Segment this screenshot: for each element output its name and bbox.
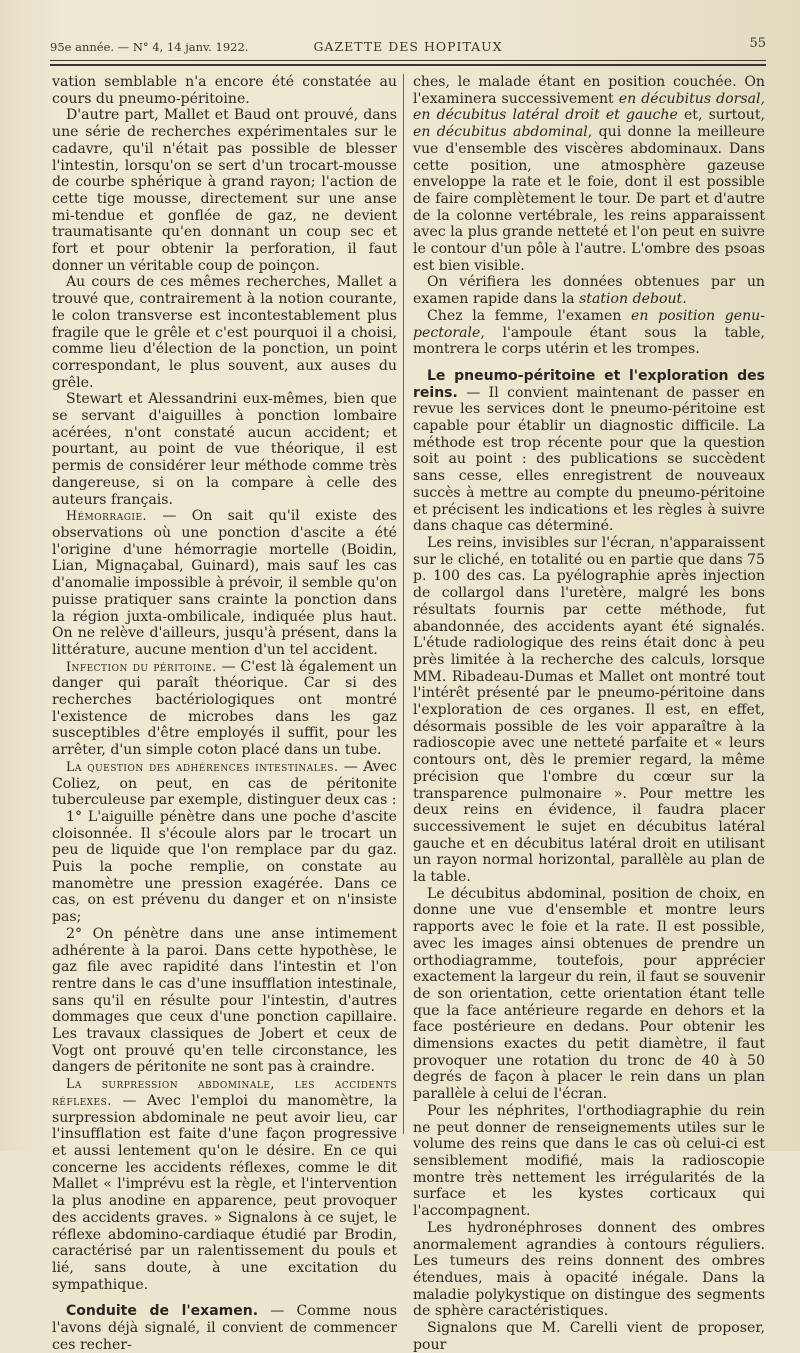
paragraph-text: — On sait qu'il existe des observations où une ponction d'ascite a été l'origine d'une hémorragie mortelle (Boidin, Lian, Mignaçabal, Guinard), mais sauf les cas d'anomalie impossible à prévoir, il semble qu'on puisse pratiquer sans crainte la ponction dans la région juxta-ombilicale, indiquée plus haut. On ne relève d'ailleurs, jusqu'à présent, dans la littérature, aucune mention d'un tel accident. — [52, 508, 397, 658]
paragraph-pneumo-reins — [413, 368, 765, 535]
paragraph-adherences — [52, 759, 397, 809]
text: et, surtout, — [677, 107, 765, 124]
paragraph-conduite — [52, 1303, 397, 1353]
section-heading: La surpression abdominale, les accidents réflexes. — [52, 1076, 397, 1108]
text: , l'ampoule étant sous la table, montrera le corps utérin et les trompes. — [413, 324, 765, 358]
paragraph: Le décubitus abdominal, position de choix, en donne une vue d'ensemble et montre leurs rapports avec le foie et la rate. Il est possible, avec les images ainsi obtenues de prendre un orthodiagramme, toutefois, pour apprécier exactement la largeur du rein, il faut se souvenir de son orientation, cette orientation étant telle que la face antérieure regarde en dehors et la face postérieure en dedans. Pour obtenir les dimensions exactes du petit diamètre, il faut provoquer une rotation du tronc de 40 à 50 degrés de façon à placer le rein dans un plan parallèle à celui de l'écran. — [413, 885, 765, 1103]
paragraph: D'autre part, Mallet et Baud ont prouvé, dans une série de recherches expérimentales sur le cadavre, qu'il n'était pas possible de blesser l'intestin, lorsqu'on se sert d'un trocart-mousse de courbe sphérique à grand rayon; l'action de cette tige mousse, directement sur une anse mi-tendue et gonflée de gaz, ne devient traumatisante qu'en donnant un coup sec et fort et pour obtenir la perforation, il faut donner un véritable coup de poinçon. — [52, 107, 397, 274]
section-heading: Hémorragie. — [66, 508, 148, 524]
paragraph-case-2: 2° On pénètre dans une anse intimement adhérente à la paroi. Dans cette hypothèse, le gaz file avec rapidité dans l'intestin et l'on rentre dans le cas d'une insufflation intestinale, sans qu'il en résulte pour l'intestin, d'autres dommages que ceux d'une ponction capillaire. Les travaux classiques de Jobert et ceux de Vogt ont prouvé qu'en telle circonstance, les dangers de péritonite ne sont pas à craindre. — [52, 925, 397, 1076]
paragraph: Stewart et Alessandrini eux-mêmes, bien que se servant d'aiguilles à ponction lombaire acérées, n'ont constaté aucun accident; et pourtant, au point de vue théorique, il est permis de considérer leur méthode comme très dangereuse, si on la compare à celle des auteurs français. — [52, 391, 397, 508]
text: Chez la femme, l'examen — [427, 307, 632, 324]
page-header — [50, 36, 766, 56]
section-heading: Infection du péritoine. — [66, 658, 217, 674]
text: , qui donne la meilleure vue d'ensemble des viscères abdominaux. Dans cette position, une atmosphère gazeuse enveloppe la rate et le foie, dont il est possible de faire complètement le tour. De part et d'autre de la colonne vertébrale, les reins apparaissent avec la plus grande netteté et l'on peut en suivre le contour d'un pôle à l'autre. L'ombre des psoas est bien visible. — [413, 124, 765, 274]
paragraph-text: — Il convient maintenant de passer en revue les services dont le pneumo-péritoine est capable pour établir un diagnostic difficile. La méthode est trop récente pour que la question soit au point : des publications se succèdent sans cesse, elles enregistrent de nouveaux succès à mettre au compte du pneumo-péritoine et précisent les indications et les règles à suivre dans chaque cas déterminé. — [413, 384, 765, 535]
section-heading: Le pneumo-péritoine et l'exploration des reins. — [413, 367, 765, 401]
text: ches, le malade étant en position couchée. On l'examinera successivement — [413, 74, 765, 107]
italic-text: station debout. — [579, 291, 687, 308]
italic-text: en décubitus abdominal — [413, 124, 588, 141]
section-heading: Conduite de l'examen. — [66, 1303, 259, 1320]
header-rule — [50, 60, 766, 61]
paragraph: Les reins, invisibles sur l'écran, n'apparaissent sur le cliché, en totalité ou en partie que dans 75 p. 100 des cas. La pyélographie après injection de collargol dans l'uretère, malgré les bons résultats fournis par cette méthode, fut abandonnée, des accidents ayant été signalés. L'étude radiologique des reins était donc à peu près limitée à la recherche des calculs, lorsque MM. Ribadeau-Dumas et Mallet ont montré tout l'intérêt présenté par le pneumo-péritoine dans l'exploration de ces organes. Il est, en effet, désormais possible de les voir apparaître à la radioscopie avec une netteté parfaite et « leurs contours ont, dès le premier regard, la même précision que l'ombre du cœur sur la transparence pulmonaire ». Pour mettre les deux reins en évidence, il faudra placer successivement le sujet en décubitus latéral gauche et en décubitus latéral droit en utilisant un rayon normal horizontal, parallèle au plan de la table. — [413, 534, 765, 886]
italic-text: en décubitus dorsal, en décubitus latéral droit et gauche — [413, 90, 765, 124]
paragraph: Les hydronéphroses donnent des ombres anormalement agrandies à contours réguliers. Les tumeurs des reins donnent des ombres étendues, mais à opacité inégale. Dans la maladie polykystique on distingue des segments de sphère caractéristiques. — [413, 1219, 765, 1320]
column-divider — [403, 74, 404, 1134]
paragraph-case-1: 1° L'aiguille pénètre dans une poche d'ascite cloisonnée. Il s'écoule alors par le trocart un peu de liquide que l'on remplace par du gaz. Puis la poche remplie, on constate au manomètre une pression exagérée. Dans ce cas, on est prévenu du danger et on n'insiste pas; — [52, 808, 397, 926]
text: On vérifiera les données obtenues par un examen rapide dans la — [413, 274, 765, 308]
header-rule-thick — [50, 64, 766, 66]
page-number: 55 — [749, 36, 766, 51]
paragraph: Signalons que M. Carelli vient de proposer, pour — [413, 1320, 765, 1353]
paragraph-hemorragie — [52, 508, 397, 658]
section-heading: La question des adhérences intestinales. — [66, 758, 339, 774]
paragraph-surpression — [52, 1076, 397, 1293]
paragraph: vation semblable n'a encore été constatée au cours du pneumo-péritoine. — [52, 74, 397, 107]
italic-text: en position genu-pectorale — [413, 307, 765, 341]
paragraph-text: — Comme nous l'avons déjà signalé, il convient de commencer ces recher- — [52, 1303, 397, 1353]
issue-info: 95e année. — N° 4, 14 janv. 1922. — [50, 40, 249, 54]
paragraph-infection — [52, 659, 397, 759]
journal-title: GAZETTE DES HOPITAUX — [313, 39, 503, 54]
paragraph-text: — Avec Coliez, on peut, en cas de péritonite tuberculeuse par exemple, distinguer deux cas : — [52, 758, 397, 809]
paragraph-text: — C'est là également un danger qui paraît théorique. Car si des recherches bactériologiques ont montré l'existence de microbes dans les gaz susceptibles d'être employés il suffit, pour les arrêter, d'un simple coton placé dans un tube. — [52, 658, 397, 759]
left-column — [52, 74, 397, 1353]
paragraph — [413, 74, 765, 274]
paragraph — [413, 308, 765, 358]
right-column — [413, 74, 765, 1353]
paragraph: Pour les néphrites, l'orthodiagraphie du rein ne peut donner de renseignements utiles sur le volume des reins que dans le cas où celui-ci est sensiblement modifié, mais la radioscopie montre très nettement les irrégularités de la surface et les kystes corticaux qui l'accompagnent. — [413, 1102, 765, 1220]
paragraph-text: — Avec l'emploi du manomètre, la surpression abdominale ne peut avoir lieu, car l'insufflation est faite d'une façon progressive et aussi lentement qu'on le désire. En ce qui concerne les accidents réflexes, comme le dit Mallet « l'imprévu est la règle, et l'intervention la plus anodine en apparence, peut provoquer des accidents graves. » Signalons à ce sujet, le réflexe abdomino-cardiaque étudié par Brodin, caractérisé par un ralentissement du pouls et lié, sans doute, à une excitation du sympathique. — [52, 1092, 397, 1293]
paragraph: Au cours de ces mêmes recherches, Mallet a trouvé que, contrairement à la notion courante, le colon transverse est incontestablement plus fragile que le grêle et c'est pourquoi il a choisi, comme lieu d'élection de la ponction, un point correspondant, le plus souvent, aux auses du grêle. — [52, 274, 397, 391]
paragraph — [413, 274, 765, 307]
